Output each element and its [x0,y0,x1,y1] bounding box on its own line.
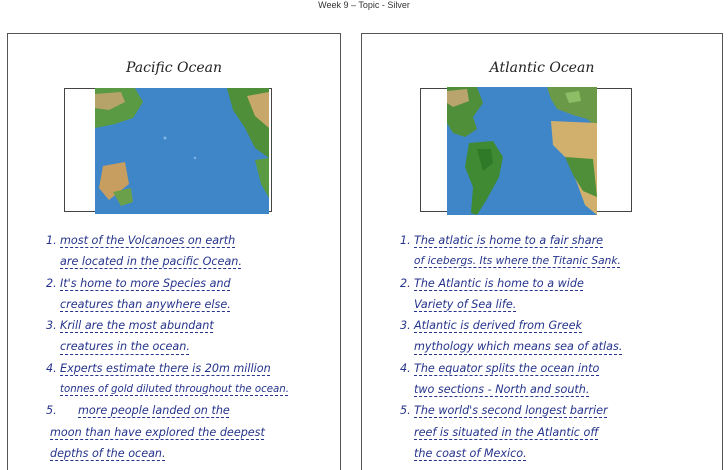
item-number: 1. [400,234,411,247]
note-line: of icebergs. Its where the Titanic Sank. [414,255,621,268]
atlantic-ocean-card [361,33,723,470]
pacific-ocean-card [7,33,341,470]
item-number: 1. [46,234,57,247]
note-line: two sections - North and south. [414,383,590,397]
list-item [48,358,330,401]
note-line: The equator splits the ocean into [414,361,600,375]
item-number: 2. [400,276,411,290]
note-line: moon than have explored the deepest [50,425,265,439]
item-number: 5. [400,404,411,418]
list-item [402,273,714,316]
item-number: 5. [46,404,57,418]
map-frame [420,88,632,212]
note-line: Variety of Sea life. [414,297,517,311]
list-item [48,400,330,464]
atlantic-ocean-map-icon [447,87,597,215]
item-number: 3. [46,319,57,333]
pacific-facts-list [48,230,330,464]
note-line: The atlatic is home to a fair share [414,234,604,247]
pacific-ocean-map-icon [95,88,269,214]
card-title: Pacific Ocean [125,60,223,76]
worksheet-header: Week 9 – Topic - Silver [318,0,410,10]
list-item [48,230,330,273]
note-line: are located in the pacific Ocean. [60,255,242,269]
note-line: creatures in the ocean. [60,340,190,354]
note-line: mythology which means sea of atlas. [414,340,623,354]
note-line: most of the Volcanoes on earth [60,234,236,247]
list-item [48,273,330,316]
item-number: 2. [46,276,57,290]
note-line: Atlantic is derived from Greek [414,319,582,333]
note-line: Krill are the most abundant [60,319,214,333]
note-line: depths of the ocean. [50,446,166,460]
list-item [48,315,330,358]
note-line: tonnes of gold diluted throughout the ocean. [60,384,289,396]
item-number: 4. [46,361,57,375]
card-title: Atlantic Ocean [489,60,595,76]
item-number: 3. [400,319,411,333]
list-item [402,400,714,464]
atlantic-facts-list [402,230,714,464]
note-line: more people landed on the [78,404,230,418]
note-line: The Atlantic is home to a wide [414,276,584,290]
note-line: Experts estimate there is 20m million [60,361,271,375]
note-line: The world's second longest barrier [414,404,608,418]
note-line: creatures than anywhere else. [60,297,231,311]
list-item [402,315,714,358]
list-item [402,230,714,273]
note-line: reef is situated in the Atlantic off [414,425,599,439]
note-line: It's home to more Species and [60,276,231,290]
list-item [402,358,714,401]
note-line: the coast of Mexico. [414,446,527,460]
map-frame [64,88,272,212]
item-number: 4. [400,361,411,375]
